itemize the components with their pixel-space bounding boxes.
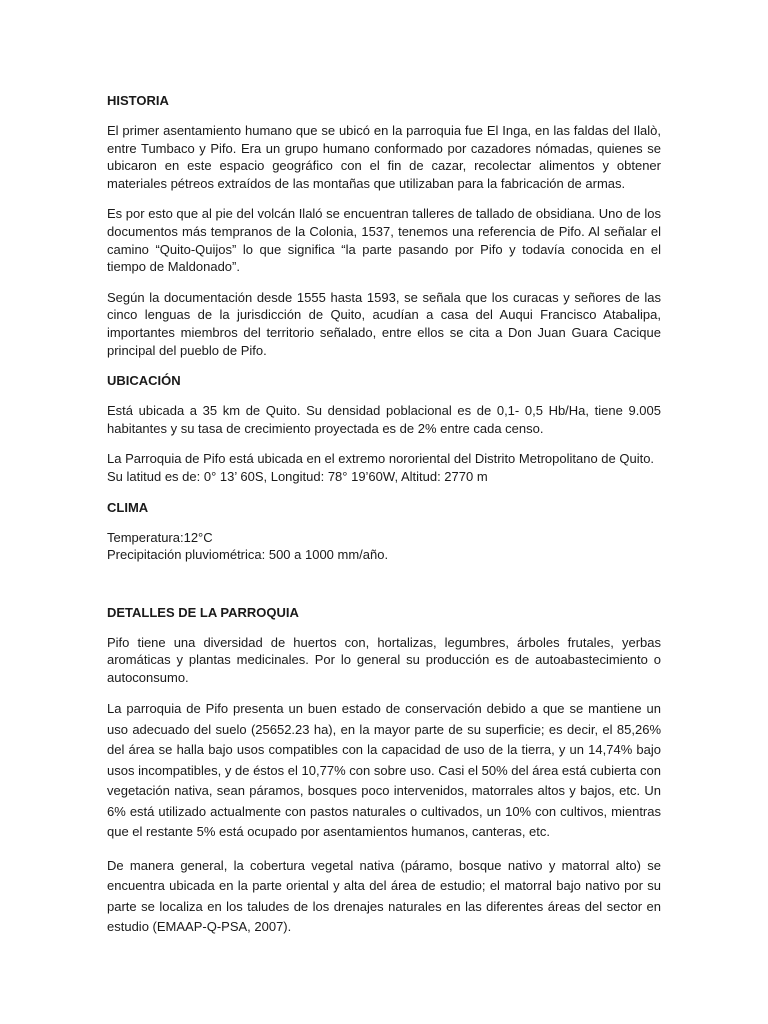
ubicacion-paragraph-1: Está ubicada a 35 km de Quito. Su densidad poblacional es de 0,1- 0,5 Hb/Ha, tiene 9.005 habitantes y su tasa de crecimiento proyectada es de 2% entre cada censo. xyxy=(107,403,661,436)
ubicacion-line-2: Su latitud es de: 0° 13’ 60S, Longitud: 78° 19’60W, Altitud: 2770 m xyxy=(107,468,488,484)
heading-historia: HISTORIA xyxy=(107,93,169,108)
detalles-wide-block xyxy=(107,699,661,938)
clima-paragraph xyxy=(107,529,661,564)
detalles-paragraph-3: De manera general, la cobertura vegetal nativa (páramo, bosque nativo y matorral alto) se encuentra ubicada en la parte oriental y alta del área de estudio; el matorral bajo nativo por su parte se localiza en los taludes de los drenajes naturales en las diferentes áreas del sector en estudio (EMAAP-Q-PSA, 2007). xyxy=(107,857,661,935)
ubicacion-line-1: La Parroquia de Pifo está ubicada en el extremo nororiental del Distrito Metropolitano de Quito. xyxy=(107,451,655,467)
ubicacion-paragraph-2 xyxy=(107,450,661,485)
heading-ubicacion: UBICACIÓN xyxy=(107,373,181,389)
heading-clima: CLIMA xyxy=(107,499,149,515)
document-body xyxy=(107,92,661,938)
historia-paragraph-1: El primer asentamiento humano que se ubicó en la parroquia fue El Inga, en las faldas del Ilalò, entre Tumbaco y Pifo. Era un grupo humano conformado por cazadores nómadas, quienes se ubicaron en este espacio geográfico con el fin de cazar, recolectar alimentos y obtener materiales pétreos extraídos de las montañas que utilizaban para la fabricación de armas. xyxy=(107,123,661,191)
clima-temperatura: Temperatura:12°C xyxy=(107,529,213,545)
heading-detalles: DETALLES DE LA PARROQUIA xyxy=(107,604,299,620)
clima-precipitacion: Precipitación pluviométrica: 500 a 1000 mm/año. xyxy=(107,547,389,563)
historia-paragraph-2: Es por esto que al pie del volcán Ilaló se encuentran talleres de tallado de obsidiana. Uno de los documentos más tempranos de la Colonia, 1537, tenemos una referencia de Pifo. Al señalar el camino “Quito-Quijos” lo que significa “la parte pasando por Pifo y todavía conocida en el tiempo de Maldonado”. xyxy=(107,206,661,275)
detalles-paragraph-1: Pifo tiene una diversidad de huertos con, hortalizas, legumbres, árboles frutales, yerbas aromáticas y plantas medicinales. Por lo general su producción es de autoabastecimiento o autoconsumo. xyxy=(107,634,661,685)
detalles-paragraph-2: La parroquia de Pifo presenta un buen estado de conservación debido a que se mantiene un uso adecuado del suelo (25652.23 ha), en la mayor parte de su superficie; es decir, el 85,26% del área se halla bajo usos compatibles con la capacidad de uso de la tierra, y un 14,74% bajo usos incompatibles, y de éstos el 10,77% con sobre uso. Casi el 50% del área está cubierta con vegetación nativa, sean páramos, bosques poco intervenidos, matorrales altos y bajos, etc. Un 6% está utilizado actualmente con pastos naturales o cultivados, un 10% con cultivos, mientras que el restante 5% está ocupado por asentamientos humanos, canteras, etc. xyxy=(107,701,661,840)
historia-paragraph-3: Según la documentación desde 1555 hasta 1593, se señala que los curacas y señores de las cinco lenguas de la jurisdicción de Quito, acudían a casa del Auqui Francisco Atabalipa, importantes miembros del territorio señalado, entre ellos se cita a Don Juan Guara Cacique principal del pueblo de Pifo. xyxy=(107,289,661,358)
